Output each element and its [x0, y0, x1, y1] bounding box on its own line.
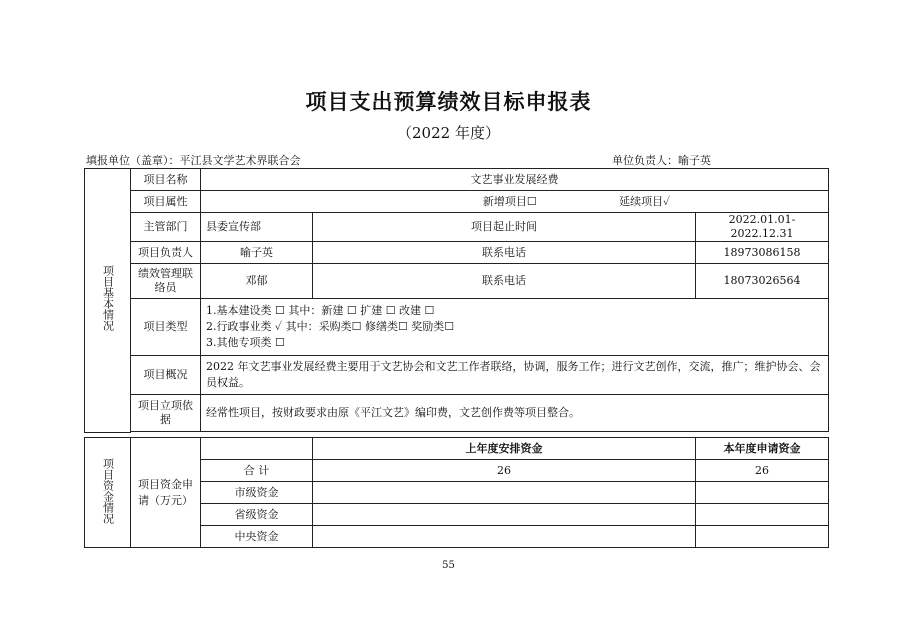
table-row: [85, 395, 829, 432]
unit-responsible: 单位负责人：喻子英: [612, 154, 711, 167]
row-last: 26: [313, 460, 696, 482]
row-label: 省级资金: [201, 504, 313, 526]
apply-label: 项目资金申请（万元）: [131, 438, 201, 548]
leader-label: 项目负责人: [131, 242, 201, 264]
type-value: [201, 299, 829, 356]
contact-phone-label: 联系电话: [313, 264, 696, 299]
table-row: [85, 264, 829, 299]
type-line-3: 3.其他专项类 ☐: [206, 336, 285, 349]
leader-phone: 18973086158: [696, 242, 829, 264]
section-basic: [85, 169, 131, 433]
contact-phone: 18073026564: [696, 264, 829, 299]
funds-table: [84, 437, 829, 548]
name-label: 项目名称: [131, 169, 201, 191]
row-last: [313, 526, 696, 548]
row-label: 中央资金: [201, 526, 313, 548]
dept-label: 主管部门: [131, 213, 201, 242]
row-last: [313, 482, 696, 504]
table-row: [85, 356, 829, 395]
basis-label: 项目立项依据: [131, 395, 201, 432]
type-line-1: 1.基本建设类 ☐ 其中：新建 ☐ 扩建 ☐ 改建 ☐: [206, 304, 435, 317]
attr-cont: 延续项目✓: [619, 194, 671, 208]
table-row: [85, 242, 829, 264]
overview-label: 项目概况: [131, 356, 201, 395]
period-label: 项目起止时间: [313, 213, 696, 242]
contact-label: 绩效管理联络员: [131, 264, 201, 299]
table-row: [85, 432, 829, 433]
dept-value: 县委宣传部: [201, 213, 313, 242]
leader-phone-label: 联系电话: [313, 242, 696, 264]
table-row: [85, 191, 829, 213]
row-this: [696, 526, 829, 548]
row-label: 合 计: [201, 460, 313, 482]
type-line-2: 2.行政事业类 ✓ 其中：采购类☐ 修缮类☐ 奖励类☐: [206, 320, 455, 333]
period-value: 2022.01.01-2022.12.31: [696, 213, 829, 242]
name-value: 文艺事业发展经费: [201, 169, 829, 191]
row-last: [313, 504, 696, 526]
row-label: 市级资金: [201, 482, 313, 504]
type-label: 项目类型: [131, 299, 201, 356]
table-row: [85, 438, 829, 460]
section-basic-label: 项目基本情况: [101, 265, 115, 332]
row-this: [696, 504, 829, 526]
filler-unit: 填报单位（盖章）：平江县文学艺术界联合会: [86, 154, 301, 167]
page-subtitle: （2022 年度）: [397, 124, 500, 142]
section-funds-label: 项目资金情况: [101, 457, 115, 524]
basis-value: 经常性项目，按财政要求由原《平江文艺》编印费，文艺创作费等项目整合。: [201, 395, 829, 432]
attr-new: 新增项目☐: [482, 194, 537, 208]
table-row: [85, 213, 829, 242]
attr-value: [201, 191, 829, 213]
row-this: 26: [696, 460, 829, 482]
leader-value: 喻子英: [201, 242, 313, 264]
col-last-year: 上年度安排资金: [313, 438, 696, 460]
row-this: [696, 482, 829, 504]
attr-label: 项目属性: [131, 191, 201, 213]
page-title: 项目支出预算绩效目标申报表: [305, 90, 592, 114]
overview-value: 2022 年文艺事业发展经费主要用于文艺协会和文艺工作者联络，协调，服务工作；进行文艺创作，交流，推广；维护协会、会员权益。: [201, 356, 829, 395]
page-number: 55: [442, 560, 455, 571]
table-row: [85, 299, 829, 356]
table-row: [85, 169, 829, 191]
header-empty: [201, 438, 313, 460]
budget-table: [84, 168, 829, 433]
contact-value: 邓郁: [201, 264, 313, 299]
section-funds: [85, 438, 131, 548]
col-this-year: 本年度申请资金: [696, 438, 829, 460]
